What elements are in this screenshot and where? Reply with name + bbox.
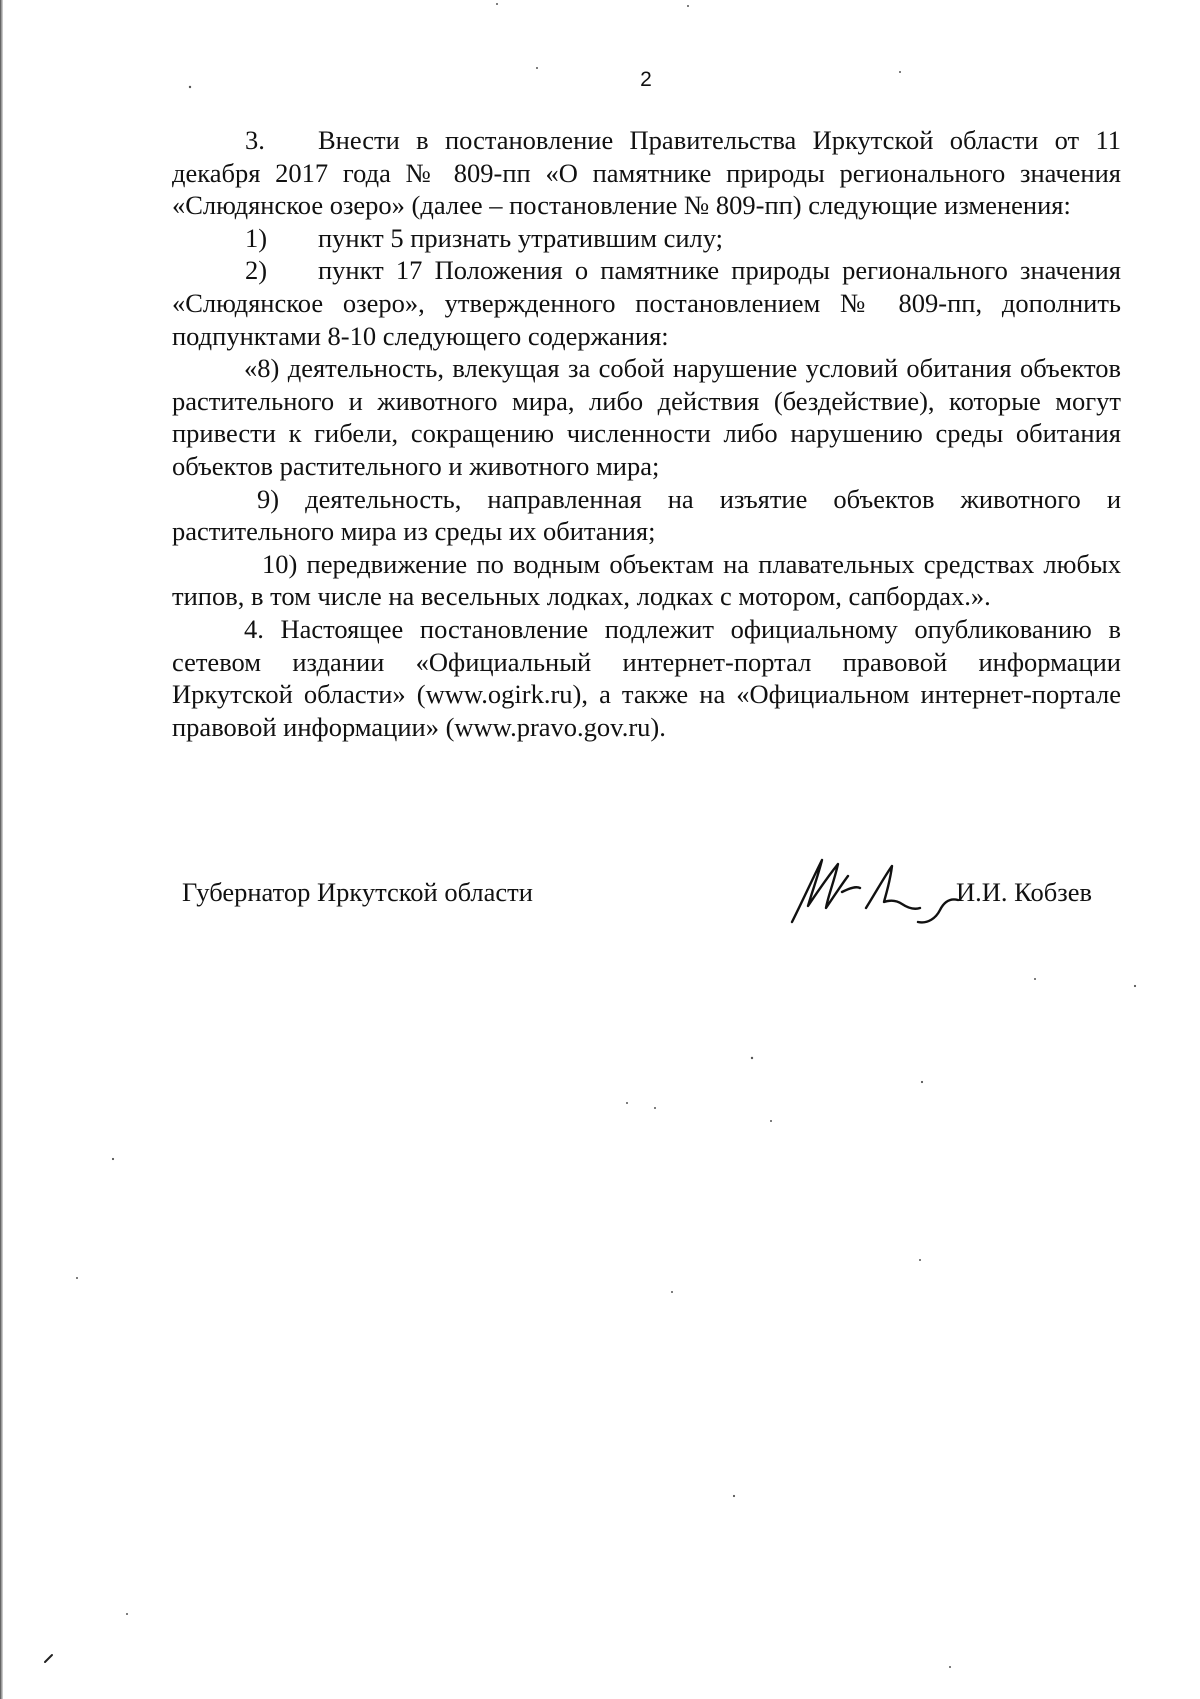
signer-name: И.И. Кобзев: [956, 877, 1092, 907]
subitem-9: 9) деятельность, направленная на изъятие объектов животного и растительного мира из среды их обитания;: [172, 483, 1121, 547]
page-number: 2: [640, 68, 652, 91]
subitem-8: «8) деятельность, влекущая за собой нарушение условий обитания объектов растительного и животного мира, либо действия (бездействие), которые могут привести к гибели, сокращению численности либо нарушению среды обитания объектов растительного и животного мира;: [172, 353, 1121, 481]
item-1-label: 1): [245, 222, 268, 253]
item-2-text: пункт 17 Положения о памятнике природы регионального значения «Слюдянское озеро», утвержденного постановлением № 809-пп, дополнить подпунктами 8-10 следующего содержания:: [172, 255, 1121, 351]
paragraph-3-label: 3.: [245, 125, 265, 155]
paragraph-3-text: Внести в постановление Правительства Иркутской области от 11 декабря 2017 года № 809-пп «О памятнике природы регионального значения «Слюдянское озеро» (далее – постановление № 809-пп) следующие изменения:: [172, 125, 1121, 221]
signer-position: Губернатор Иркутской области: [182, 877, 533, 907]
paragraph-4: 4. Настоящее постановление подлежит официальному опубликованию в сетевом издании «Официальный интернет-портал правовой информации Иркутской области» (www.ogirk.ru), а также на «Официальном интернет-портале правовой информации» (www.pravo.gov.ru).: [172, 613, 1121, 742]
subitem-10: 10) передвижение по водным объектам на плавательных средствах любых типов, в том числе на весельных лодках, лодках с мотором, сапбордах.».: [172, 548, 1121, 612]
item-1-text: пункт 5 признать утратившим силу;: [318, 222, 724, 253]
item-2-label: 2): [245, 255, 268, 286]
